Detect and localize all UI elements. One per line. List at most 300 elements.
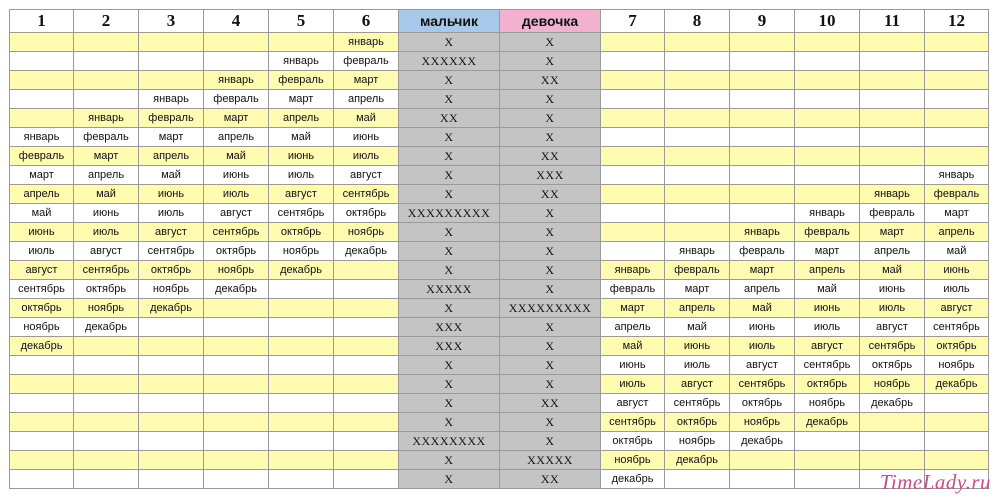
- month-cell: [74, 470, 139, 489]
- table-row: [10, 242, 989, 261]
- month-cell: [204, 52, 269, 71]
- month-cell: [665, 52, 730, 71]
- month-cell: [730, 451, 795, 470]
- month-cell: август: [269, 185, 334, 204]
- month-cell: ноябрь: [74, 299, 139, 318]
- month-cell: ноябрь: [860, 375, 925, 394]
- month-cell: апрель: [665, 299, 730, 318]
- girl-marker-cell: XX: [500, 147, 601, 166]
- month-cell: [925, 451, 989, 470]
- month-cell: октябрь: [334, 204, 399, 223]
- month-cell: [601, 128, 665, 147]
- month-cell: [74, 337, 139, 356]
- month-cell: март: [730, 261, 795, 280]
- month-cell: октябрь: [139, 261, 204, 280]
- month-cell: [730, 147, 795, 166]
- month-cell: [74, 356, 139, 375]
- month-cell: ноябрь: [730, 413, 795, 432]
- month-cell: [74, 52, 139, 71]
- boy-marker-cell: X: [399, 356, 500, 375]
- month-cell: [269, 413, 334, 432]
- month-cell: [795, 90, 860, 109]
- month-cell: [795, 147, 860, 166]
- month-cell: сентябрь: [74, 261, 139, 280]
- month-cell: август: [204, 204, 269, 223]
- month-cell: [10, 451, 74, 470]
- girl-marker-cell: X: [500, 375, 601, 394]
- month-cell: ноябрь: [139, 280, 204, 299]
- month-cell: ноябрь: [601, 451, 665, 470]
- header-col-12: 12: [925, 10, 989, 33]
- month-cell: ноябрь: [795, 394, 860, 413]
- month-cell: [860, 413, 925, 432]
- girl-marker-cell: X: [500, 261, 601, 280]
- month-cell: июнь: [74, 204, 139, 223]
- month-cell: апрель: [10, 185, 74, 204]
- month-cell: [665, 71, 730, 90]
- month-cell: ноябрь: [204, 261, 269, 280]
- month-cell: июль: [269, 166, 334, 185]
- table-row: [10, 223, 989, 242]
- header-col-9: 9: [730, 10, 795, 33]
- month-cell: апрель: [601, 318, 665, 337]
- month-cell: [795, 470, 860, 489]
- month-cell: август: [74, 242, 139, 261]
- month-cell: [665, 128, 730, 147]
- month-cell: [139, 470, 204, 489]
- header-col-6: 6: [334, 10, 399, 33]
- month-cell: февраль: [204, 90, 269, 109]
- month-cell: май: [795, 280, 860, 299]
- month-cell: декабрь: [730, 432, 795, 451]
- month-cell: декабрь: [74, 318, 139, 337]
- header-col-5: 5: [269, 10, 334, 33]
- month-cell: апрель: [334, 90, 399, 109]
- girl-marker-cell: X: [500, 413, 601, 432]
- month-cell: июнь: [925, 261, 989, 280]
- month-cell: [269, 33, 334, 52]
- month-cell: [139, 451, 204, 470]
- month-cell: октябрь: [204, 242, 269, 261]
- month-cell: июнь: [269, 147, 334, 166]
- month-cell: [269, 280, 334, 299]
- table-row: [10, 128, 989, 147]
- month-cell: [204, 337, 269, 356]
- month-cell: [10, 432, 74, 451]
- month-cell: [925, 109, 989, 128]
- girl-marker-cell: X: [500, 356, 601, 375]
- month-cell: [795, 432, 860, 451]
- month-cell: [665, 204, 730, 223]
- boy-marker-cell: X: [399, 128, 500, 147]
- month-cell: [269, 375, 334, 394]
- month-cell: октябрь: [730, 394, 795, 413]
- month-cell: апрель: [730, 280, 795, 299]
- month-cell: май: [10, 204, 74, 223]
- month-cell: [665, 109, 730, 128]
- month-cell: [925, 71, 989, 90]
- month-cell: [269, 451, 334, 470]
- month-cell: [730, 90, 795, 109]
- month-cell: [795, 52, 860, 71]
- month-cell: [925, 90, 989, 109]
- girl-marker-cell: X: [500, 432, 601, 451]
- month-cell: [601, 109, 665, 128]
- month-cell: декабрь: [795, 413, 860, 432]
- month-cell: февраль: [334, 52, 399, 71]
- boy-marker-cell: XXXXXX: [399, 52, 500, 71]
- month-cell: [334, 356, 399, 375]
- month-cell: [730, 185, 795, 204]
- month-cell: октябрь: [601, 432, 665, 451]
- header-col-7: 7: [601, 10, 665, 33]
- table-row: [10, 318, 989, 337]
- month-cell: май: [334, 109, 399, 128]
- header-col-1: 1: [10, 10, 74, 33]
- month-cell: [860, 71, 925, 90]
- month-cell: август: [139, 223, 204, 242]
- month-cell: ноябрь: [269, 242, 334, 261]
- month-cell: июль: [74, 223, 139, 242]
- month-cell: август: [925, 299, 989, 318]
- month-cell: сентябрь: [860, 337, 925, 356]
- boy-marker-cell: X: [399, 223, 500, 242]
- month-cell: июнь: [730, 318, 795, 337]
- month-cell: июнь: [795, 299, 860, 318]
- month-cell: май: [74, 185, 139, 204]
- boy-marker-cell: XXX: [399, 337, 500, 356]
- month-cell: [334, 299, 399, 318]
- boy-marker-cell: X: [399, 261, 500, 280]
- month-cell: март: [10, 166, 74, 185]
- month-cell: [334, 261, 399, 280]
- month-cell: август: [795, 337, 860, 356]
- month-cell: сентябрь: [925, 318, 989, 337]
- month-cell: [139, 413, 204, 432]
- month-cell: [795, 109, 860, 128]
- month-cell: февраль: [730, 242, 795, 261]
- month-cell: [601, 33, 665, 52]
- month-cell: [334, 375, 399, 394]
- girl-marker-cell: X: [500, 242, 601, 261]
- table-row: [10, 337, 989, 356]
- boy-marker-cell: XX: [399, 109, 500, 128]
- month-cell: январь: [925, 166, 989, 185]
- watermark-logo: TimeLady.ru: [879, 470, 991, 494]
- girl-marker-cell: X: [500, 90, 601, 109]
- girl-marker-cell: XX: [500, 71, 601, 90]
- month-cell: [204, 33, 269, 52]
- month-cell: [730, 470, 795, 489]
- month-cell: [601, 166, 665, 185]
- girl-marker-cell: XXXXX: [500, 451, 601, 470]
- month-cell: [10, 356, 74, 375]
- month-cell: октябрь: [74, 280, 139, 299]
- month-cell: [269, 299, 334, 318]
- month-cell: [860, 128, 925, 147]
- month-cell: [269, 470, 334, 489]
- month-cell: март: [334, 71, 399, 90]
- month-cell: январь: [601, 261, 665, 280]
- table-row: [10, 299, 989, 318]
- month-cell: [665, 166, 730, 185]
- month-cell: декабрь: [601, 470, 665, 489]
- month-cell: май: [269, 128, 334, 147]
- month-cell: сентябрь: [665, 394, 730, 413]
- month-cell: январь: [269, 52, 334, 71]
- month-cell: май: [860, 261, 925, 280]
- month-cell: сентябрь: [204, 223, 269, 242]
- month-cell: ноябрь: [10, 318, 74, 337]
- boy-marker-cell: XXXXXXXX: [399, 432, 500, 451]
- month-cell: апрель: [204, 128, 269, 147]
- month-cell: [74, 413, 139, 432]
- month-cell: август: [10, 261, 74, 280]
- boy-marker-cell: XXX: [399, 318, 500, 337]
- month-cell: [665, 185, 730, 204]
- month-cell: декабрь: [10, 337, 74, 356]
- month-cell: июль: [730, 337, 795, 356]
- girl-marker-cell: X: [500, 33, 601, 52]
- month-cell: март: [601, 299, 665, 318]
- table-row: [10, 280, 989, 299]
- month-cell: июль: [334, 147, 399, 166]
- month-cell: [269, 337, 334, 356]
- month-cell: июнь: [601, 356, 665, 375]
- month-cell: июль: [795, 318, 860, 337]
- month-cell: апрель: [139, 147, 204, 166]
- month-cell: [860, 147, 925, 166]
- month-cell: [204, 394, 269, 413]
- month-cell: [139, 33, 204, 52]
- month-cell: декабрь: [139, 299, 204, 318]
- month-cell: февраль: [74, 128, 139, 147]
- month-cell: [860, 432, 925, 451]
- month-cell: октябрь: [665, 413, 730, 432]
- month-cell: [601, 242, 665, 261]
- table-row: [10, 90, 989, 109]
- month-cell: май: [139, 166, 204, 185]
- month-cell: [601, 147, 665, 166]
- month-cell: октябрь: [925, 337, 989, 356]
- table-row: [10, 261, 989, 280]
- month-cell: [269, 356, 334, 375]
- month-cell: июль: [925, 280, 989, 299]
- month-cell: [860, 52, 925, 71]
- boy-marker-cell: X: [399, 185, 500, 204]
- month-cell: декабрь: [860, 394, 925, 413]
- month-cell: июль: [860, 299, 925, 318]
- month-cell: [74, 432, 139, 451]
- month-cell: [269, 318, 334, 337]
- boy-marker-cell: X: [399, 33, 500, 52]
- month-cell: январь: [204, 71, 269, 90]
- month-cell: декабрь: [925, 375, 989, 394]
- month-cell: [139, 375, 204, 394]
- girl-marker-cell: XXX: [500, 166, 601, 185]
- month-cell: апрель: [269, 109, 334, 128]
- month-cell: [665, 33, 730, 52]
- month-cell: [601, 223, 665, 242]
- month-cell: [925, 432, 989, 451]
- month-cell: [795, 33, 860, 52]
- month-cell: [601, 90, 665, 109]
- girl-marker-cell: XX: [500, 394, 601, 413]
- boy-marker-cell: X: [399, 90, 500, 109]
- month-cell: декабрь: [204, 280, 269, 299]
- month-cell: январь: [665, 242, 730, 261]
- month-cell: июль: [10, 242, 74, 261]
- month-cell: [925, 147, 989, 166]
- month-cell: [139, 318, 204, 337]
- month-cell: февраль: [269, 71, 334, 90]
- month-cell: [204, 318, 269, 337]
- month-cell: февраль: [925, 185, 989, 204]
- month-cell: [10, 394, 74, 413]
- month-cell: [204, 299, 269, 318]
- month-cell: [795, 71, 860, 90]
- month-cell: декабрь: [334, 242, 399, 261]
- month-cell: [10, 109, 74, 128]
- month-cell: [269, 394, 334, 413]
- month-cell: май: [665, 318, 730, 337]
- month-cell: июль: [665, 356, 730, 375]
- month-cell: [925, 128, 989, 147]
- month-cell: [665, 147, 730, 166]
- month-cell: [730, 128, 795, 147]
- girl-marker-cell: X: [500, 280, 601, 299]
- boy-marker-cell: X: [399, 299, 500, 318]
- girl-marker-cell: XXXXXXXXX: [500, 299, 601, 318]
- month-cell: февраль: [795, 223, 860, 242]
- month-cell: [10, 375, 74, 394]
- month-cell: июнь: [334, 128, 399, 147]
- girl-marker-cell: X: [500, 223, 601, 242]
- month-cell: [10, 33, 74, 52]
- month-cell: [204, 470, 269, 489]
- boy-marker-cell: X: [399, 413, 500, 432]
- month-cell: [601, 185, 665, 204]
- month-cell: ноябрь: [334, 223, 399, 242]
- month-cell: март: [860, 223, 925, 242]
- month-cell: [730, 204, 795, 223]
- month-cell: [860, 166, 925, 185]
- month-cell: [74, 375, 139, 394]
- month-cell: август: [730, 356, 795, 375]
- month-cell: [860, 33, 925, 52]
- month-cell: [860, 90, 925, 109]
- month-cell: [665, 223, 730, 242]
- header-col-11: 11: [860, 10, 925, 33]
- month-cell: сентябрь: [795, 356, 860, 375]
- month-cell: [334, 451, 399, 470]
- boy-marker-cell: X: [399, 242, 500, 261]
- month-cell: апрель: [795, 261, 860, 280]
- month-cell: [334, 318, 399, 337]
- month-cell: [665, 470, 730, 489]
- month-cell: [74, 90, 139, 109]
- month-cell: июнь: [204, 166, 269, 185]
- month-cell: [139, 356, 204, 375]
- month-cell: [139, 337, 204, 356]
- month-cell: [601, 71, 665, 90]
- month-cell: май: [204, 147, 269, 166]
- table-row: [10, 204, 989, 223]
- month-cell: октябрь: [10, 299, 74, 318]
- month-cell: [795, 128, 860, 147]
- month-cell: [74, 33, 139, 52]
- boy-marker-cell: XXXXXXXXX: [399, 204, 500, 223]
- month-cell: [665, 90, 730, 109]
- table-body: [10, 33, 989, 489]
- boy-marker-cell: XXXXX: [399, 280, 500, 299]
- girl-marker-cell: X: [500, 318, 601, 337]
- month-cell: январь: [334, 33, 399, 52]
- table-row: [10, 185, 989, 204]
- month-cell: [269, 432, 334, 451]
- month-cell: [139, 394, 204, 413]
- table-row: [10, 52, 989, 71]
- month-cell: [334, 394, 399, 413]
- month-cell: июнь: [139, 185, 204, 204]
- month-cell: август: [334, 166, 399, 185]
- table-row: [10, 413, 989, 432]
- girl-marker-cell: XX: [500, 470, 601, 489]
- month-cell: сентябрь: [730, 375, 795, 394]
- month-cell: [334, 280, 399, 299]
- boy-marker-cell: X: [399, 147, 500, 166]
- girl-marker-cell: X: [500, 128, 601, 147]
- boy-marker-cell: X: [399, 470, 500, 489]
- month-cell: май: [730, 299, 795, 318]
- table-row: [10, 394, 989, 413]
- table-row: [10, 33, 989, 52]
- month-cell: [139, 52, 204, 71]
- month-cell: февраль: [860, 204, 925, 223]
- month-cell: сентябрь: [10, 280, 74, 299]
- month-cell: март: [74, 147, 139, 166]
- month-cell: [204, 375, 269, 394]
- month-cell: апрель: [74, 166, 139, 185]
- table-row: [10, 147, 989, 166]
- month-cell: ноябрь: [665, 432, 730, 451]
- month-cell: [74, 394, 139, 413]
- girl-marker-cell: X: [500, 52, 601, 71]
- month-cell: [334, 413, 399, 432]
- month-cell: январь: [139, 90, 204, 109]
- table-row: [10, 432, 989, 451]
- month-cell: [10, 90, 74, 109]
- month-cell: [601, 204, 665, 223]
- table-wrapper: [9, 9, 989, 489]
- month-cell: [730, 166, 795, 185]
- boy-marker-cell: X: [399, 166, 500, 185]
- month-cell: [730, 33, 795, 52]
- girl-marker-cell: XX: [500, 185, 601, 204]
- month-cell: [730, 71, 795, 90]
- month-cell: [925, 33, 989, 52]
- month-cell: март: [665, 280, 730, 299]
- month-cell: [139, 432, 204, 451]
- month-cell: декабрь: [269, 261, 334, 280]
- month-cell: август: [860, 318, 925, 337]
- month-cell: май: [601, 337, 665, 356]
- month-cell: [925, 413, 989, 432]
- month-cell: [730, 109, 795, 128]
- month-cell: июль: [139, 204, 204, 223]
- month-cell: май: [925, 242, 989, 261]
- month-cell: [139, 71, 204, 90]
